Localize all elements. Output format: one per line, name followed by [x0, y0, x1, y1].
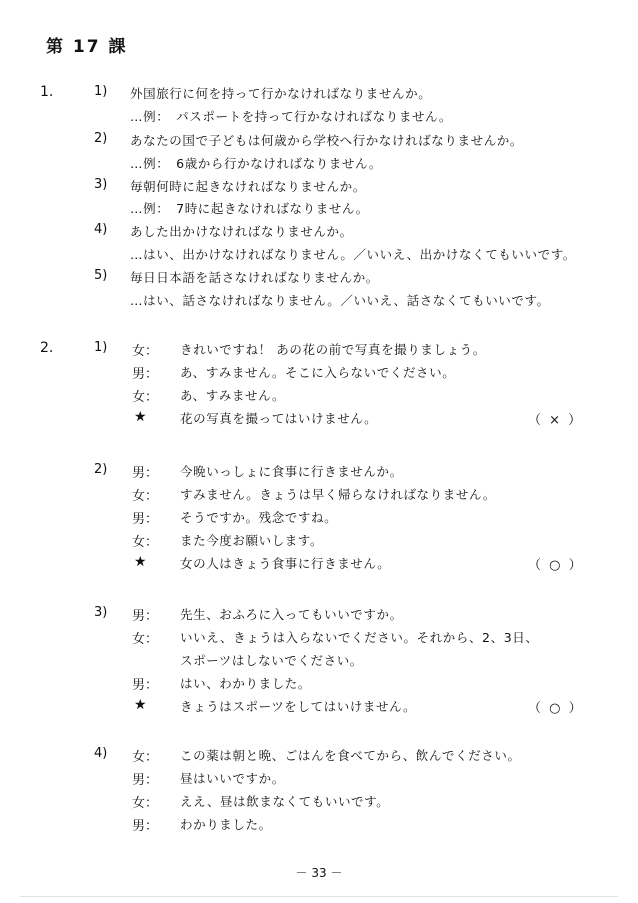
dialog-line: すみません。きょうは早く帰らなければなりません。	[180, 487, 496, 502]
answer-mark: （ ○ ）	[528, 558, 584, 573]
answer-text: …はい、話さなければなりません。／いいえ、話さなくてもいいです。	[130, 293, 550, 308]
speaker-label: 男：	[132, 678, 159, 693]
statement-text: きょうはスポーツをしてはいけません。	[180, 699, 417, 714]
speaker-label: 男：	[132, 773, 159, 788]
dialog-line: ええ、昼は飲まなくてもいいです。	[180, 794, 390, 809]
speaker-label: 女：	[132, 535, 159, 550]
speaker-label: 女：	[132, 344, 159, 359]
speaker-label: 女：	[132, 750, 159, 765]
dialog-line: あ、すみません。そこに入らないでください。	[180, 365, 456, 380]
dialog-line: 今晩いっしょに食事に行きませんか。	[180, 464, 403, 479]
question-number: 3)	[94, 177, 108, 192]
dialog-line: スポーツはしないでください。	[180, 653, 363, 668]
question-text: あなたの国で子どもは何歳から学校へ行かなければなりませんか。	[130, 133, 524, 148]
page-number: － 33 －	[295, 866, 343, 880]
bottom-divider	[20, 896, 618, 897]
speaker-label: 女：	[132, 390, 159, 405]
dialog-line: あ、すみません。	[180, 388, 286, 403]
dialog-line: そうですか。残念ですね。	[180, 510, 338, 525]
dialog-number: 3)	[94, 605, 108, 620]
dialog-line: わかりました。	[180, 817, 272, 832]
speaker-label: 男：	[132, 819, 159, 834]
speaker-label: 男：	[132, 609, 159, 624]
statement-text: 女の人はきょう食事に行きません。	[180, 556, 391, 571]
question-number: 4)	[94, 222, 108, 237]
dialog-number: 2)	[94, 462, 108, 477]
answer-text: …はい、出かけなければなりません。／いいえ、出かけなくてもいいです。	[130, 247, 576, 262]
question-number: 5)	[94, 268, 108, 283]
section-1-label: 1.	[40, 84, 54, 100]
question-number: 2)	[94, 131, 108, 146]
dialog-number: 4)	[94, 746, 108, 761]
answer-text: …例： 7時に起きなければなりません。	[130, 201, 369, 216]
statement-text: 花の写真を撮ってはいけません。	[180, 411, 378, 426]
star-icon: ★	[134, 697, 147, 713]
speaker-label: 男：	[132, 466, 159, 481]
answer-mark: （ ○ ）	[528, 701, 584, 716]
speaker-label: 女：	[132, 489, 159, 504]
star-icon: ★	[134, 554, 147, 570]
speaker-label: 女：	[132, 632, 159, 647]
speaker-label: 女：	[132, 796, 159, 811]
answer-text: …例： 6歳から行かなければなりません。	[130, 156, 382, 171]
lesson-title: 第 17 課	[46, 37, 128, 57]
dialog-number: 1)	[94, 340, 108, 355]
answer-text: …例： パスポートを持って行かなければなりません。	[130, 109, 453, 124]
speaker-label: 男：	[132, 512, 159, 527]
speaker-label: 男：	[132, 367, 159, 382]
section-2-label: 2.	[40, 340, 54, 356]
dialog-line: いいえ、きょうは入らないでください。それから、2、3日、	[180, 630, 539, 645]
question-text: 外国旅行に何を持って行かなければなりませんか。	[130, 86, 432, 101]
question-text: 毎朝何時に起きなければなりませんか。	[130, 179, 366, 194]
dialog-line: この薬は朝と晩、ごはんを食べてから、飲んでください。	[180, 748, 521, 763]
answer-mark: （ × ）	[528, 413, 584, 428]
question-number: 1)	[94, 84, 108, 99]
question-text: 毎日日本語を話さなければなりませんか。	[130, 270, 379, 285]
question-text: あした出かけなければなりませんか。	[130, 224, 353, 239]
dialog-line: きれいですね！ あの花の前で写真を撮りましょう。	[180, 342, 486, 357]
dialog-line: また今度お願いします。	[180, 533, 324, 548]
dialog-line: 昼はいいですか。	[180, 771, 285, 786]
dialog-line: はい、わかりました。	[180, 676, 312, 691]
dialog-line: 先生、おふろに入ってもいいですか。	[180, 607, 403, 622]
star-icon: ★	[134, 409, 147, 425]
